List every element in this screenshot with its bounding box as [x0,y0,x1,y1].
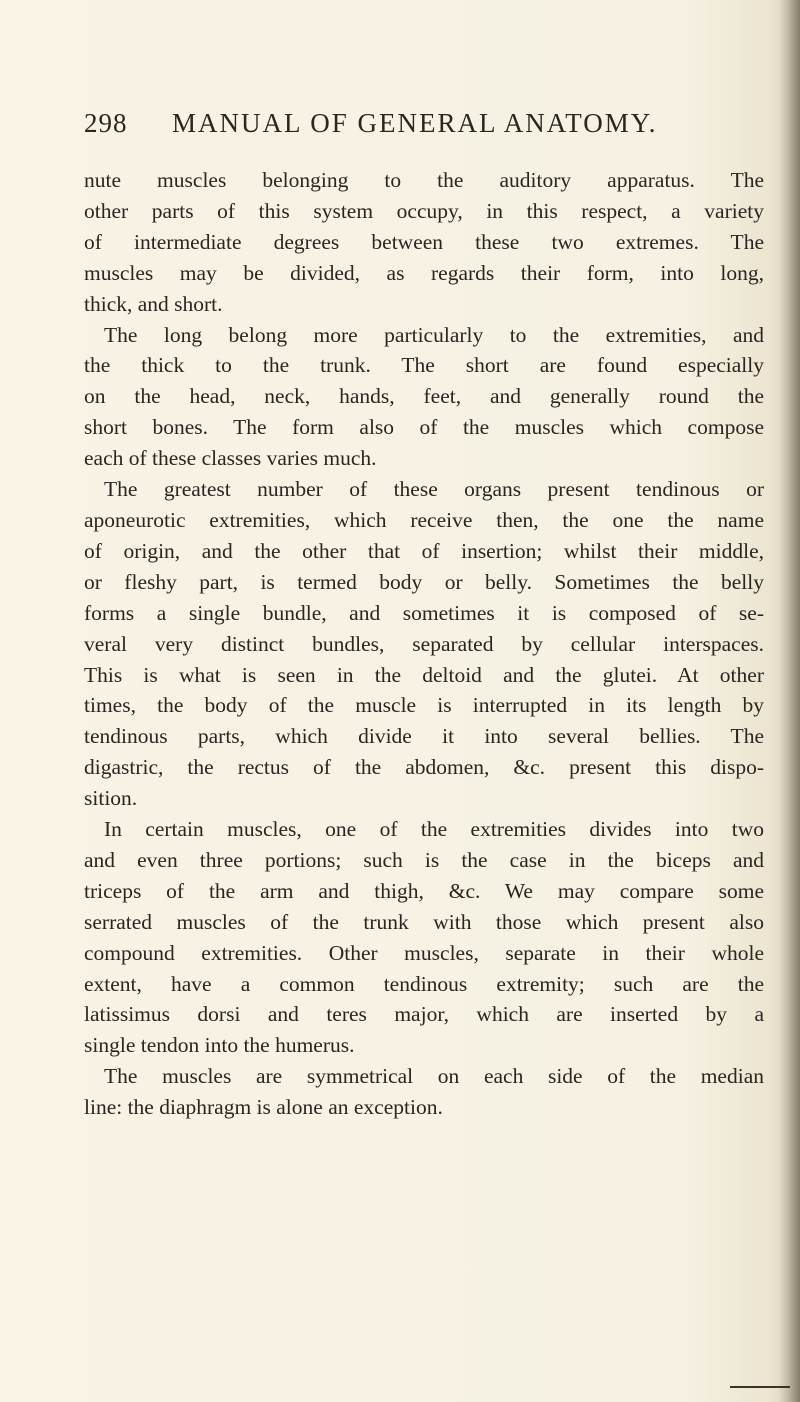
text-line: sition. [84,786,138,811]
text-line: The greatest number of these organs present tendinous or [104,477,764,502]
text-line: The muscles are symmetrical on each side of the median [104,1064,764,1089]
running-title: MANUAL OF GENERAL ANATOMY. [172,108,658,138]
paragraph [84,165,764,320]
text-line: each of these classes varies much. [84,446,377,471]
text-line: short bones. The form also of the muscles which compose [84,415,764,440]
text-line: muscles may be divided, as regards their form, into long, [84,260,764,285]
text-line: serrated muscles of the trunk with those which present also [84,909,764,934]
text-line: aponeurotic extremities, which receive then, the one the name [84,507,764,532]
text-line: of intermediate degrees between these two extremes. The [84,229,764,254]
text-line: veral very distinct bundles, separated by cellular interspaces. [84,631,764,656]
text-line: times, the body of the muscle is interrupted in its length by [84,693,764,718]
text-line: or fleshy part, is termed body or belly. Sometimes the belly [84,569,764,594]
page-header [84,108,764,139]
text-line: line: the diaphragm is alone an exception. [84,1095,443,1120]
text-line: on the head, neck, hands, feet, and generally round the [84,384,764,409]
text-line: nute muscles belonging to the auditory apparatus. The [84,168,764,192]
text-line: thick, and short. [84,291,223,316]
text-line: forms a single bundle, and sometimes it is composed of se- [84,600,764,625]
paragraph [84,814,764,1061]
paragraph [84,320,764,475]
text-line: single tendon into the humerus. [84,1033,355,1058]
page-body [84,165,764,1123]
text-line: latissimus dorsi and teres major, which are inserted by a [84,1002,764,1027]
text-line: tendinous parts, which divide it into several bellies. The [84,724,764,749]
text-line: compound extremities. Other muscles, separate in their whole [84,940,764,965]
paragraph [84,474,764,814]
text-line: of origin, and the other that of insertion; whilst their middle, [84,538,764,563]
paragraph [84,1061,764,1123]
page-edge-shadow [778,0,800,1402]
text-line: In certain muscles, one of the extremities divides into two [104,817,764,842]
text-line: the thick to the trunk. The short are found especially [84,353,764,378]
page-number: 298 [84,108,128,138]
text-line: other parts of this system occupy, in this respect, a variety [84,198,764,223]
text-line: extent, have a common tendinous extremity; such are the [84,971,764,996]
bottom-rule [730,1386,790,1388]
text-line: The long belong more particularly to the extremities, and [104,322,764,347]
text-line: and even three portions; such is the case in the biceps and [84,847,764,872]
text-line: This is what is seen in the deltoid and the glutei. At other [84,662,764,687]
text-line: triceps of the arm and thigh, &c. We may compare some [84,878,764,903]
text-line: digastric, the rectus of the abdomen, &c. present this dispo- [84,755,764,780]
